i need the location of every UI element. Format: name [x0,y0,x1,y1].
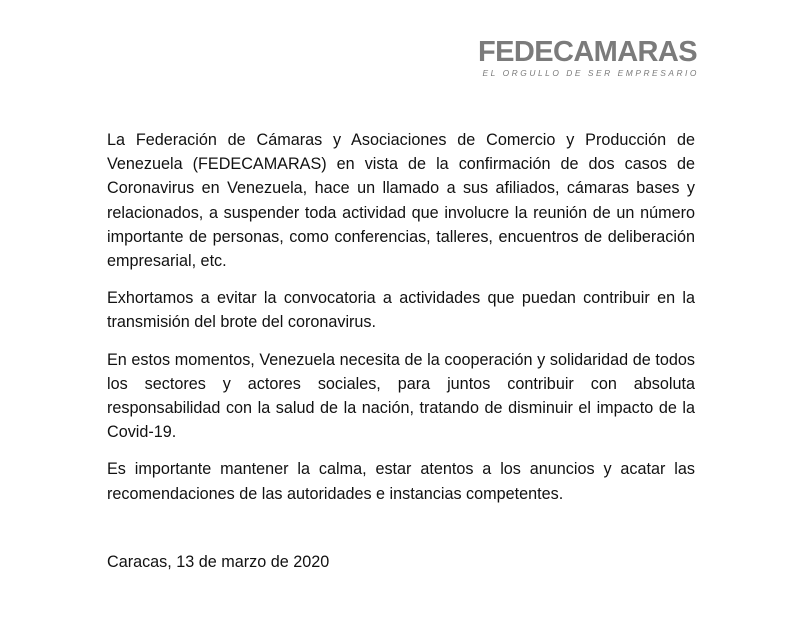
fedecamaras-logo [478,38,697,78]
paragraph-1: La Federación de Cámaras y Asociaciones de Comercio y Producción de Venezuela (FEDECAMARAS) en vista de la confirmación de dos casos de Coronavirus en Venezuela, hace un llamado a sus afiliados, cámaras bases y relacionados, a suspender toda actividad que involucre la reunión de un número importante de personas, como conferencias, talleres, encuentros de deliberación empresarial, etc. [107,131,695,271]
logo-tagline: EL ORGULLO DE SER EMPRESARIO [482,68,699,78]
paragraph-3: En estos momentos, Venezuela necesita de la cooperación y solidaridad de todos los sectores y actores sociales, para juntos contribuir con absoluta responsabilidad con la salud de la nación, tratando de disminuir el impacto de la Covid-19. [107,350,695,442]
logo-name: FEDECAMARAS [478,36,697,68]
place-date: Caracas, 13 de marzo de 2020 [107,553,330,571]
paragraph-4: Es importante mantener la calma, estar atentos a los anuncios y acatar las recomendaciones de las autoridades e instancias competentes. [107,460,695,503]
paragraph-2: Exhortamos a evitar la convocatoria a actividades que puedan contribuir en la transmisión del brote del coronavirus. [107,289,695,332]
statement-body [107,128,695,519]
